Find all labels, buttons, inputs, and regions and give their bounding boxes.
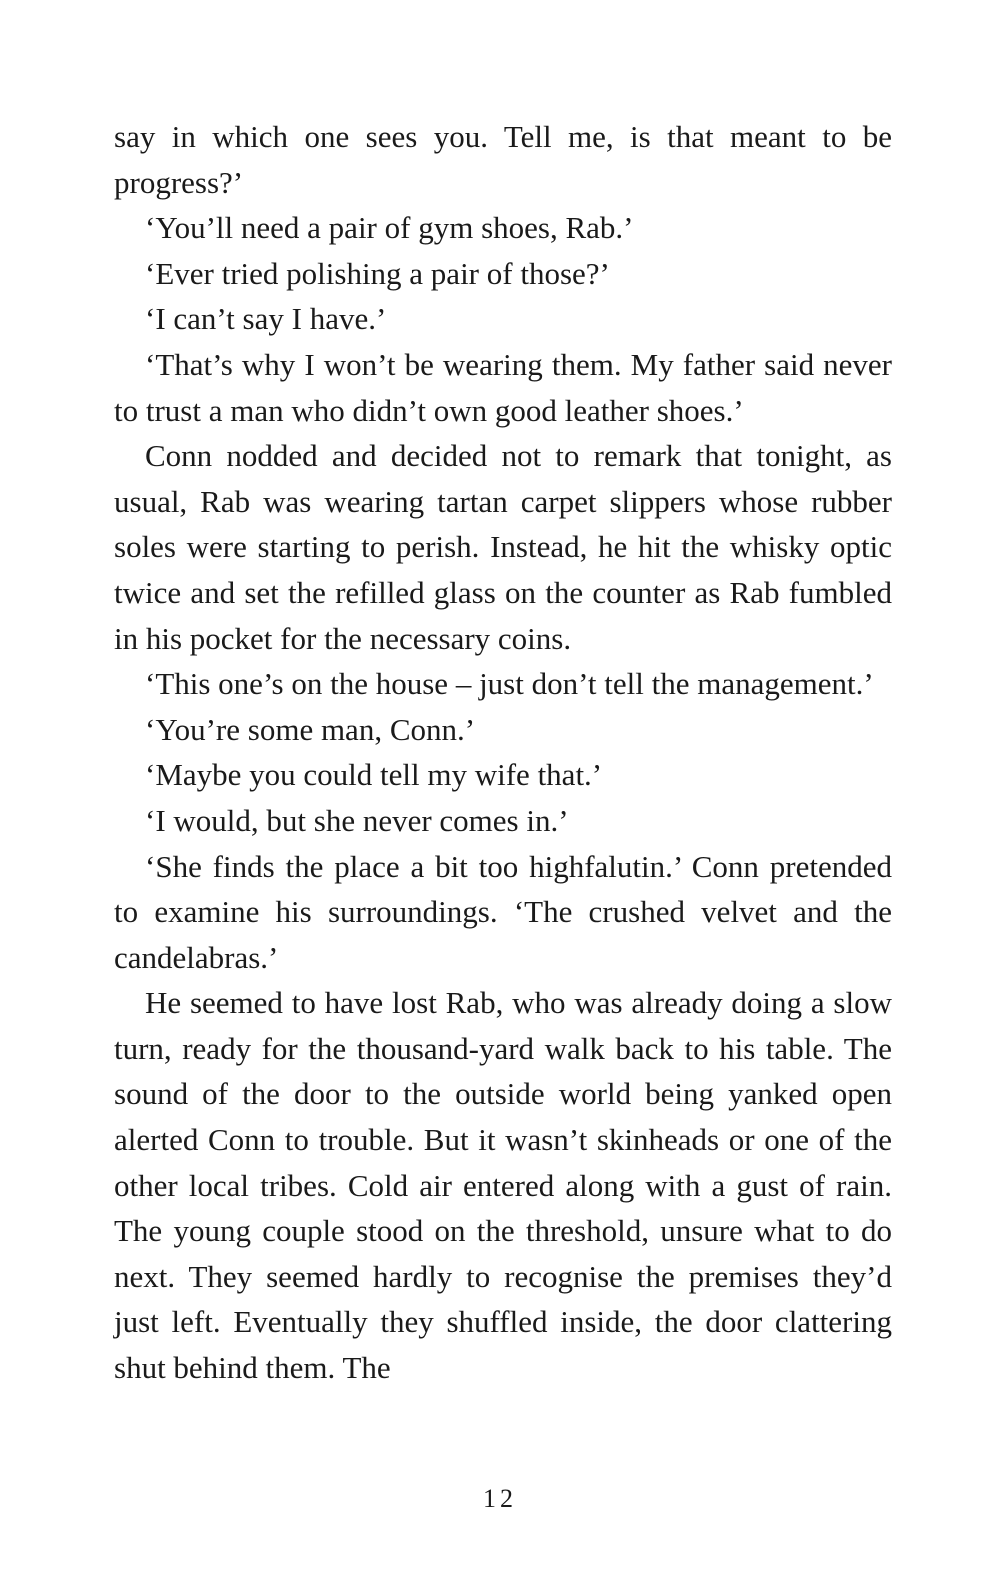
paragraph-dialogue: ‘I can’t say I have.’ [145, 301, 387, 337]
paragraph-dialogue: ‘She finds the place a bit too highfalutin.’ Conn pretended to examine his surroundings. ‘The crushed velvet and the candelabras.’ [114, 848, 892, 975]
body-text [114, 114, 892, 1391]
paragraph-continuation: say in which one sees you. Tell me, is that meant to be progress?’ [114, 119, 892, 200]
page-number: 12 [483, 1484, 517, 1513]
paragraph-narrative: He seemed to have lost Rab, who was already doing a slow turn, ready for the thousand-yard walk back to his table. The sound of the door to the outside world being yanked open alerted Conn to trouble. But it wasn’t skinheads or one of the other local tribes. Cold air entered along with a gust of rain. The young couple stood on the threshold, unsure what to do next. They seemed hardly to recognise the premises they’d just left. Eventually they shuffled inside, the door clattering shut behind them. The [114, 985, 892, 1386]
paragraph-dialogue: ‘That’s why I won’t be wearing them. My father said never to trust a man who didn’t own good leather shoes.’ [114, 346, 892, 428]
paragraph-dialogue: ‘You’ll need a pair of gym shoes, Rab.’ [145, 210, 634, 246]
paragraph-dialogue: ‘Ever tried polishing a pair of those?’ [145, 255, 610, 291]
paragraph-narrative: Conn nodded and decided not to remark that tonight, as usual, Rab was wearing tartan carpet slippers whose rubber soles were starting to perish. Instead, he hit the whisky optic twice and set the refilled glass on the counter as Rab fumbled in his pocket for the necessary coins. [114, 438, 892, 656]
paragraph-dialogue: ‘This one’s on the house – just don’t tell the management.’ [145, 666, 874, 702]
paragraph-dialogue: ‘I would, but she never comes in.’ [145, 802, 569, 838]
paragraph-dialogue: ‘Maybe you could tell my wife that.’ [145, 757, 603, 793]
paragraph-dialogue: ‘You’re some man, Conn.’ [145, 711, 476, 747]
